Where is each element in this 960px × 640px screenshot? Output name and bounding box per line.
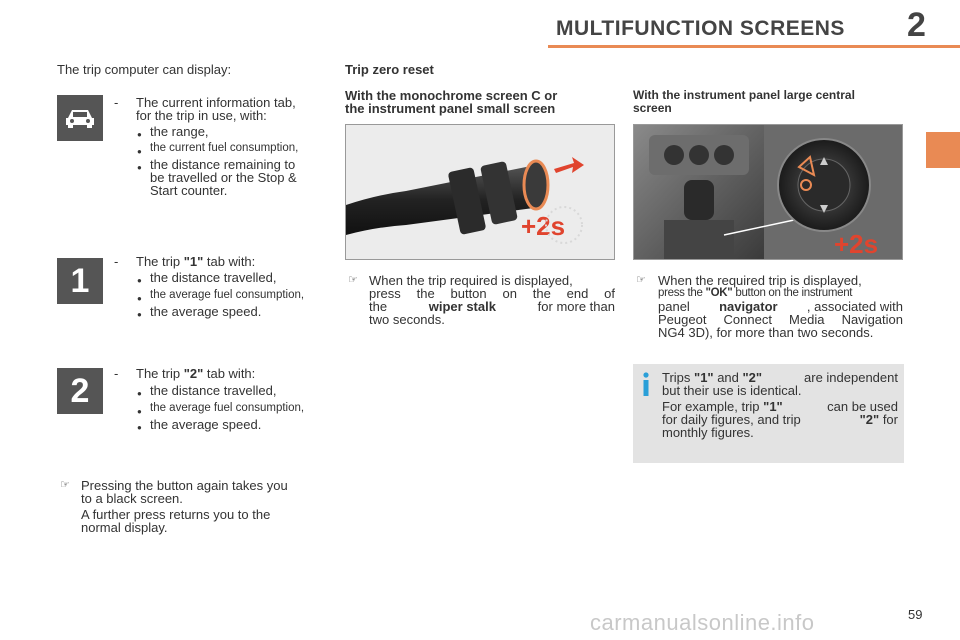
mono-instr-line1: When the trip required is displayed, <box>369 273 573 288</box>
large-instr-line5: NG4 3D), for more than two seconds. <box>658 325 874 340</box>
chapter-side-tab <box>926 132 960 168</box>
ok-button-term: "OK" <box>705 287 733 299</box>
note-l4-pre: for daily figures, and trip <box>662 412 801 427</box>
trip-1-heading <box>136 254 255 269</box>
note-l1-post: are independent <box>804 370 898 385</box>
current-bullet-distance-l2: be travelled or the Stop & <box>150 170 297 185</box>
info-icon <box>641 372 651 396</box>
note-trip-1: "1" <box>694 370 714 385</box>
current-bullet-distance-l1: ● the distance remaining to <box>150 157 326 172</box>
pointing-hand-icon: ☞ <box>60 479 70 491</box>
info-note-box <box>633 364 904 463</box>
large-instr-line1: When the required trip is displayed, <box>658 273 862 288</box>
trip-2-bullet-distance: ● the distance travelled, <box>150 383 276 398</box>
large-screen-subheading-l2: screen <box>633 101 672 115</box>
note-l4-post: for <box>879 412 898 427</box>
navigator-photo <box>633 124 903 260</box>
mono-instr-line3-pre: the <box>369 299 388 314</box>
car-icon <box>57 95 103 141</box>
trip-2-suffix: tab with: <box>203 366 256 381</box>
trip-1-icon <box>57 258 103 304</box>
mono-instr-line2: press the button on the end of <box>369 286 615 301</box>
trip-1-number: "1" <box>183 254 204 269</box>
wiper-stalk-term: wiper stalk <box>428 299 496 314</box>
note-l1-pre: Trips <box>662 370 695 385</box>
dash-marker: - <box>114 95 119 110</box>
pointing-hand-icon: ☞ <box>636 274 646 286</box>
trip-1-suffix: tab with: <box>203 254 256 269</box>
note-trip-2: "2" <box>742 370 763 385</box>
mono-screen-subheading-l1: With the monochrome screen C or <box>345 88 558 103</box>
intro-text: The trip computer can display: <box>57 62 232 77</box>
current-tab-line2: for the trip in use, with: <box>136 108 267 123</box>
large-instr-line3-post: , associated with <box>806 299 903 314</box>
trip-1-icon-label: 1 <box>70 261 90 300</box>
section-heading: Trip zero reset <box>345 62 434 77</box>
press-again-line3: A further press returns you to the <box>81 507 271 522</box>
trip-1-bullet-distance: ● the distance travelled, <box>150 270 276 285</box>
mono-instr-line3-post: for more than <box>537 299 615 314</box>
large-instr-line4: Peugeot Connect Media Navigation <box>658 312 903 327</box>
trip-1-prefix: The trip <box>136 254 184 269</box>
current-bullet-range: ● the range, <box>150 124 209 139</box>
press-again-line2: to a black screen. <box>81 491 183 506</box>
note-l3-pre: For example, trip <box>662 399 764 414</box>
current-bullet-distance-l3: Start counter. <box>150 183 228 198</box>
note-line5: monthly figures. <box>662 425 754 440</box>
navigator-term: navigator <box>719 299 778 314</box>
press-again-line4: normal display. <box>81 520 168 535</box>
large-screen-subheading-l1: With the instrument panel large central <box>633 88 855 102</box>
note-l3-post: can be used <box>827 399 898 414</box>
trip-2-bullet-speed: ● the average speed. <box>150 417 261 432</box>
trip-2-prefix: The trip <box>136 366 184 381</box>
trip-2-icon <box>57 368 103 414</box>
trip-1-bullet-fuel: ● the average fuel consumption, <box>150 288 304 303</box>
wiper-stalk-photo <box>345 124 615 260</box>
current-bullet-fuel: ● the current fuel consumption, <box>150 141 298 156</box>
trip-2-heading <box>136 366 255 381</box>
large-instr-line3-pre: panel <box>658 299 690 314</box>
note-l1-mid: and <box>713 370 743 385</box>
trip-1-bullet-speed: ● the average speed. <box>150 304 261 319</box>
dash-marker: - <box>114 366 119 381</box>
duration-label: +2s <box>521 211 566 241</box>
page-number: 59 <box>908 607 923 622</box>
large-instr-line2-post: button on the instrument <box>732 287 853 299</box>
watermark-text: carmanualsonline.info <box>590 610 815 635</box>
note-trip-2-example: "2" <box>859 412 880 427</box>
page-title: MULTIFUNCTION SCREENS <box>556 17 845 40</box>
note-trip-1-example: "1" <box>763 399 783 414</box>
large-instr-line2-pre: press the <box>658 287 706 299</box>
pointing-hand-icon: ☞ <box>348 274 358 286</box>
header-rule <box>548 45 960 48</box>
duration-label: +2s <box>834 229 879 259</box>
mono-screen-subheading-l2: the instrument panel small screen <box>345 101 556 116</box>
current-tab-line1: The current information tab, <box>136 95 296 110</box>
mono-instr-line4: two seconds. <box>369 312 445 327</box>
dash-marker: - <box>114 254 119 269</box>
trip-2-bullet-fuel: ● the average fuel consumption, <box>150 401 304 416</box>
press-again-line1: Pressing the button again takes you <box>81 478 288 493</box>
trip-2-icon-label: 2 <box>70 371 90 410</box>
note-line2: but their use is identical. <box>662 383 802 398</box>
trip-2-number: "2" <box>183 366 204 381</box>
chapter-number: 2 <box>907 6 926 44</box>
